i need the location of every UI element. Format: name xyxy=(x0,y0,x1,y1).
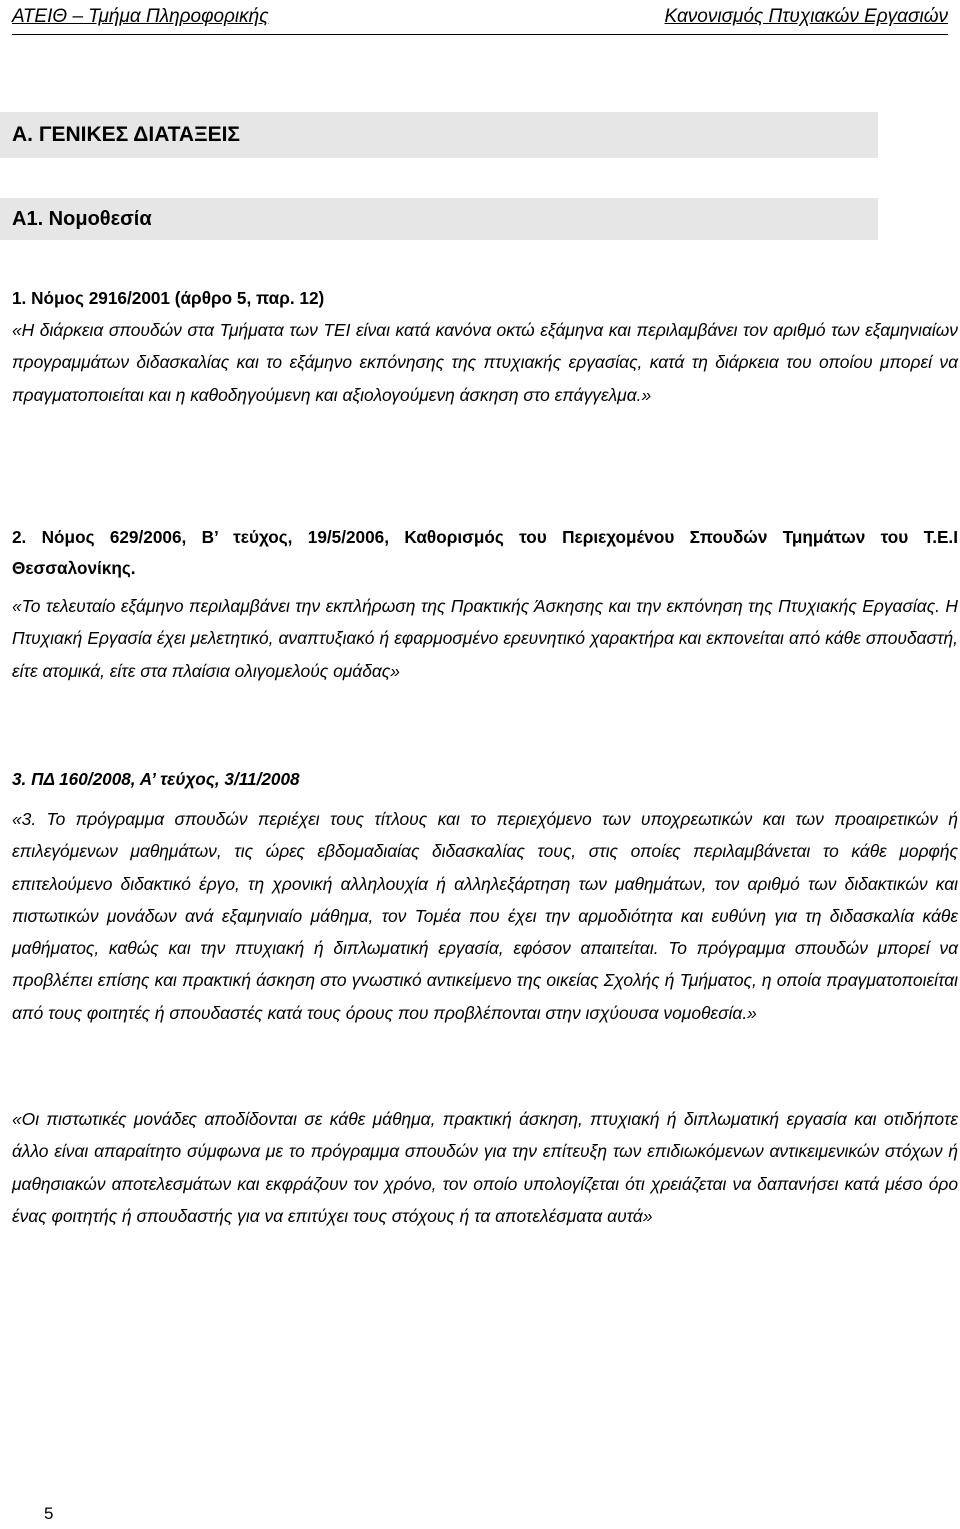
section-subtitle: Α1. Νομοθεσία xyxy=(0,198,878,240)
page-number: 5 xyxy=(44,1504,54,1523)
law-2-text: «Το τελευταίο εξάμηνο περιλαμβάνει την εκπλήρωση της Πρακτικής Άσκησης και την εκπόνηση της Πτυχιακής Εργασίας. Η Πτυχιακή Εργασία έχει μελετητικό, αναπτυξιακό ή εφαρμοσμένο ερευνητικό χαρακτήρα και εκπονείται από κάθε σπουδαστή, είτε ατομικά, είτε στα πλαίσια ολιγομελούς ομάδας» xyxy=(12,596,958,681)
law-3-text-continued: «Οι πιστωτικές μονάδες αποδίδονται σε κάθε μάθημα, πρακτική άσκηση, πτυχιακή ή διπλωματική εργασία και οτιδήποτε άλλο είναι απαραίτητο σύμφωνα με το πρόγραμμα σπουδών για την επίτευξη των επιδιωκόμενων αντικειμενικών στόχων ή μαθησιακών αποτελεσμάτων και εκφράζουν τον χρόνο, τον οποίο υπολογίζεται ότι χρειάζεται να δαπανήσει κατά μέσο όρο ένας φοιτητής ή σπουδαστής για να επιτύχει τους στόχους ή τα αποτελέσματα αυτά» xyxy=(12,1109,958,1226)
law-2-heading: 2. Νόμος 629/2006, Β’ τεύχος, 19/5/2006, Καθορισμός του Περιεχομένου Σπουδών Τμημάτων του Τ.Ε.Ι Θεσσαλονίκης. xyxy=(12,527,958,578)
page-header xyxy=(12,0,948,35)
law-3-text: «3. Το πρόγραμμα σπουδών περιέχει τους τίτλους και το περιεχόμενο των υποχρεωτικών και των προαιρετικών ή επιλεγόμενων μαθημάτων, τις ώρες εβδομαδιαίας διδασκαλίας τους, στις οποίες περιλαμβάνεται το κάθε μορφής επιτελούμενο διδακτικό έργο, τη χρονική αλληλουχία ή αλληλεξάρτηση των μαθημάτων, τον αριθμό των διδακτικών και πιστωτικών μονάδων ανά εξαμηνιαίο μάθημα, τον Τομέα που έχει την αρμοδιότητα και ευθύνη για τη διδασκαλία κάθε μαθήματος, καθώς και την πτυχιακή ή διπλωματική εργασία, εφόσον απαιτείται. Το πρόγραμμα σπουδών μπορεί να προβλέπει επίσης και πρακτική άσκηση στο γνωστικό αντικείμενο της οικείας Σχολής ή Τμήματος, η οποία πραγματοποιείται από τους φοιτητές ή σπουδαστές κατά τους όρους που προβλέπονται στην ισχύουσα νομοθεσία.» xyxy=(12,809,958,1023)
law-3-heading: 3. ΠΔ 160/2008, Α’ τεύχος, 3/11/2008 xyxy=(12,769,300,789)
law-1-heading: 1. Νόμος 2916/2001 (άρθρο 5, παρ. 12) xyxy=(12,288,325,308)
header-document-title: Κανονισμός Πτυχιακών Εργασιών xyxy=(664,6,948,27)
header-institution: ΑΤΕΙΘ – Τμήμα Πληροφορικής xyxy=(12,6,269,27)
law-1-text: «Η διάρκεια σπουδών στα Τμήματα των ΤΕΙ είναι κατά κανόνα οκτώ εξάμηνα και περιλαμβάνει τον αριθμό των εξαμηνιαίων προγραμμάτων διδασκαλίας και το εξάμηνο εκπόνησης της πτυχιακής εργασίας, κατά τη διάρκεια του οποίου μπορεί να πραγματοποιείται και η καθοδηγούμενη και αξιολογούμενη άσκηση στο επάγγελμα.» xyxy=(12,320,958,405)
section-title: Α. ΓΕΝΙΚΕΣ ΔΙΑΤΑΞΕΙΣ xyxy=(0,112,878,158)
